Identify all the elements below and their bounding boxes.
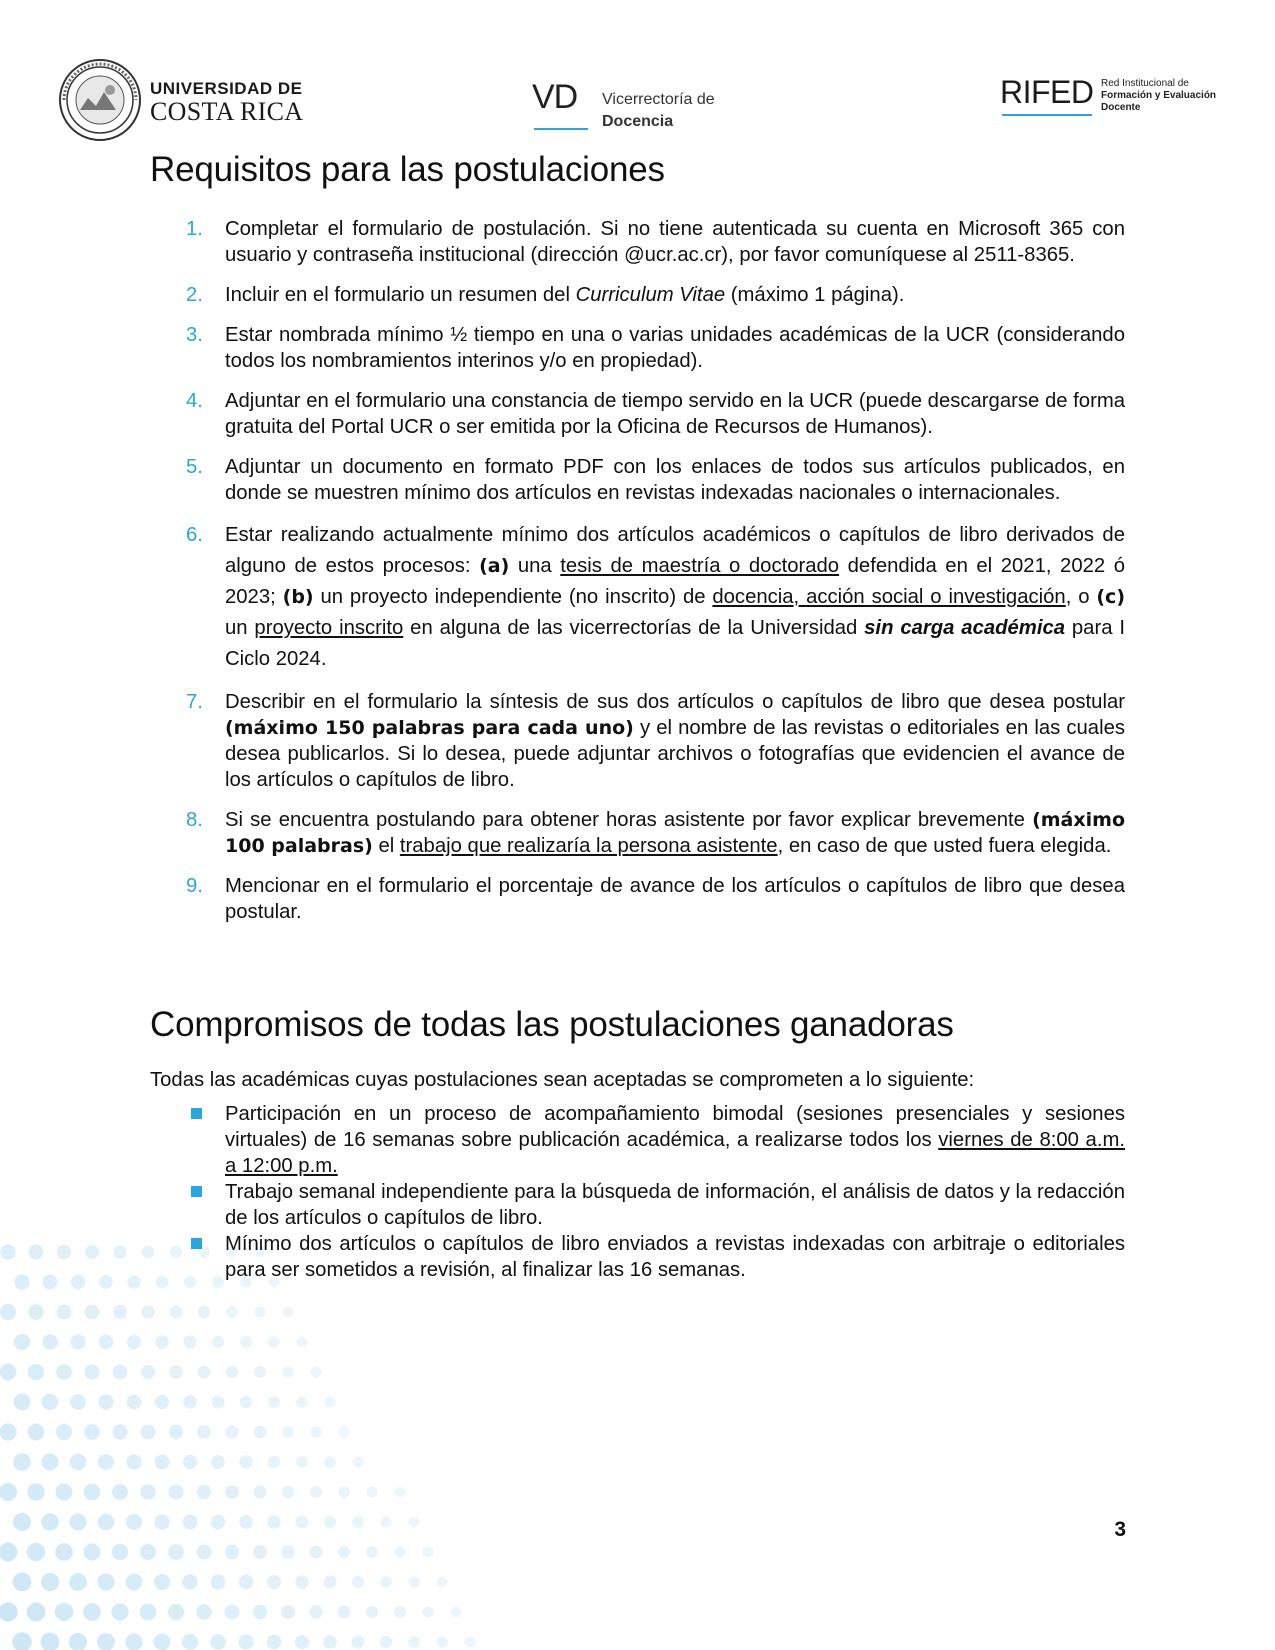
rifed-line2: Formación y Evaluación <box>1101 90 1217 101</box>
decorative-dot <box>437 1577 448 1588</box>
decorative-dot <box>127 1275 140 1288</box>
decorative-dot <box>14 1334 30 1350</box>
decorative-dot <box>338 1546 350 1558</box>
item-bold: (máximo 100 palabras) <box>225 809 1125 857</box>
decorative-dot <box>196 1604 212 1620</box>
commitments-intro: Todas las académicas cuyas postulaciones sean aceptadas se comprometen a lo siguiente: <box>150 1069 975 1091</box>
decorative-dot <box>97 1633 115 1650</box>
list-item <box>150 1231 1125 1283</box>
item-emphasis: sin carga académica <box>864 617 1066 639</box>
decorative-dot <box>141 1425 156 1440</box>
decorative-dot <box>84 1484 100 1500</box>
decorative-dot <box>211 1455 225 1469</box>
decorative-dot <box>42 1334 58 1350</box>
item-text: Trabajo semanal independiente para la búsqueda de información, el análisis de datos y la redacción de los artículos o capítulos de libro. <box>225 1181 1125 1229</box>
decorative-dot <box>281 1545 294 1558</box>
decorative-dot <box>0 1602 18 1621</box>
decorative-dot <box>254 1306 265 1317</box>
decorative-dot <box>210 1574 225 1589</box>
requirements-title: Requisitos para las postulaciones <box>150 150 665 189</box>
item-number: 7. <box>186 691 203 713</box>
document-body <box>150 148 1125 1283</box>
list-item <box>150 520 1125 675</box>
decorative-dot <box>168 1604 184 1620</box>
decorative-dot <box>352 1516 364 1528</box>
decorative-dot <box>98 1454 114 1470</box>
decorative-dot <box>182 1574 198 1590</box>
item-underlined: viernes de 8:00 a.m. a 12:00 p.m. <box>225 1129 1126 1177</box>
decorative-dot <box>296 1516 309 1529</box>
decorative-dot <box>113 1305 127 1319</box>
decorative-dot <box>41 1633 60 1650</box>
item-label-c: (c) <box>1096 586 1126 608</box>
decorative-dot <box>70 1334 85 1349</box>
decorative-dot <box>297 1337 308 1348</box>
vd-underline <box>534 128 588 130</box>
decorative-dot <box>282 1486 295 1499</box>
decorative-dot <box>154 1634 171 1650</box>
ucr-name-line2: COSTA RICA <box>150 97 304 126</box>
ucr-logo <box>58 58 308 144</box>
rifed-mark: RIFED <box>1000 74 1094 110</box>
item-text: Estar realizando actualmente mínimo dos artículos académicos o capítulos de libro derivados de alguno de estos procesos: <box>225 524 1125 577</box>
decorative-dot <box>436 1636 447 1647</box>
item-text: un <box>225 617 255 639</box>
decorative-dot <box>0 1244 15 1259</box>
decorative-dot <box>127 1395 142 1410</box>
decorative-dot <box>55 1603 73 1621</box>
item-text: Mínimo dos artículos o capítulos de libro enviados a revistas indexadas con arbitraje o editoriales para ser sometidos a revisión, al finalizar las 16 semanas. <box>225 1233 1125 1281</box>
decorative-dot <box>225 1545 239 1559</box>
decorative-dot <box>99 1335 114 1350</box>
decorative-dot <box>309 1605 323 1619</box>
decorative-dot <box>254 1366 266 1378</box>
item-emphasis: Curriculum Vitae <box>575 284 726 306</box>
decorative-dot <box>154 1514 169 1529</box>
decorative-dot <box>268 1456 281 1469</box>
decorative-dot <box>465 1637 476 1648</box>
decorative-dot <box>69 1633 87 1650</box>
decorative-dot <box>154 1574 170 1590</box>
decorative-dot <box>310 1546 323 1559</box>
decorative-dot <box>380 1576 392 1588</box>
decorative-dot <box>212 1336 224 1348</box>
decorative-dot <box>140 1544 156 1560</box>
decorative-dot <box>127 1335 141 1349</box>
decorative-dot <box>380 1636 392 1648</box>
decorative-dot <box>338 1606 351 1619</box>
decorative-dot <box>395 1487 406 1498</box>
decorative-dot <box>70 1454 86 1470</box>
decorative-dot <box>451 1607 462 1618</box>
decorative-dot <box>253 1605 268 1620</box>
item-text: (máximo 1 página). <box>725 284 905 306</box>
page-number: 3 <box>1114 1518 1126 1541</box>
item-text: y el nombre de las revistas o editoriales en las cuales desea publicarlos. Si lo desea, puede adjuntar archivos o fotografías que evidencien el avance de los artículos o capítulos de libro. <box>225 717 1126 791</box>
decorative-dot <box>380 1516 391 1527</box>
decorative-dot <box>56 1424 72 1440</box>
decorative-dot <box>85 1245 99 1259</box>
decorative-dot <box>211 1515 225 1529</box>
commitments-list <box>150 1101 1125 1283</box>
decorative-dot <box>339 1427 350 1438</box>
decorative-dot <box>394 1606 406 1618</box>
item-text: defendida en el 2021, 2022 ó 2023; <box>225 555 1126 608</box>
square-bullet-icon <box>191 1238 202 1249</box>
decorative-dot <box>12 1632 31 1650</box>
vd-line1: Vicerrectoría de <box>602 91 715 108</box>
decorative-dot <box>70 1394 86 1410</box>
square-bullet-icon <box>191 1186 202 1197</box>
item-number: 2. <box>186 284 203 306</box>
decorative-dot <box>352 1456 363 1467</box>
decorative-dot <box>98 1394 113 1409</box>
decorative-dot <box>155 1455 170 1470</box>
decorative-dot <box>338 1486 350 1498</box>
item-text: Adjuntar en el formulario una constancia de tiempo servido en la UCR (puede descargarse de forma gratuita del Portal UCR o ser emitida por la Oficina de Recursos de Humanos). <box>225 390 1125 438</box>
decorative-dot <box>43 1275 58 1290</box>
decorative-dot <box>409 1517 420 1528</box>
ucr-name-line1: UNIVERSIDAD DE <box>150 79 303 98</box>
decorative-dot <box>125 1633 142 1650</box>
decorative-dot <box>254 1426 267 1439</box>
university-seal-icon <box>58 58 142 142</box>
item-text: el <box>372 835 400 857</box>
decorative-dot <box>55 1483 72 1500</box>
decorative-dot <box>56 1304 71 1319</box>
decorative-dot <box>27 1543 45 1561</box>
item-text: para I Ciclo 2024. <box>225 617 1125 670</box>
decorative-dot <box>267 1575 281 1589</box>
decorative-dot <box>98 1514 115 1531</box>
decorative-dot <box>113 1245 126 1258</box>
decorative-dot <box>99 1275 113 1289</box>
decorative-dot <box>226 1306 238 1318</box>
decorative-dot <box>83 1543 100 1560</box>
decorative-dot <box>268 1396 280 1408</box>
decorative-dot <box>84 1364 99 1379</box>
decorative-dot <box>28 1304 44 1320</box>
decorative-dot <box>184 1336 197 1349</box>
decorative-dot <box>197 1425 211 1439</box>
decorative-dot <box>111 1603 128 1620</box>
item-underlined: tesis de maestría o doctorado <box>560 555 840 577</box>
decorative-dot <box>198 1306 210 1318</box>
list-item <box>150 282 1125 308</box>
decorative-dot <box>324 1516 336 1528</box>
decorative-dot <box>352 1576 364 1588</box>
decorative-dot <box>351 1635 364 1648</box>
decorative-dot <box>423 1547 434 1558</box>
decorative-dot <box>141 1305 154 1318</box>
decorative-dot <box>41 1513 59 1531</box>
vd-line2: Docencia <box>602 113 674 130</box>
decorative-dot <box>113 1365 128 1380</box>
decorative-dot <box>42 1394 58 1410</box>
decorative-dot <box>324 1456 336 1468</box>
list-item <box>150 322 1125 374</box>
decorative-dot <box>140 1604 157 1621</box>
decorative-dot <box>140 1484 155 1499</box>
decorative-dot <box>323 1635 337 1649</box>
decorative-dot <box>239 1455 252 1468</box>
item-label-a: (a) <box>479 555 510 577</box>
item-underlined: proyecto inscrito <box>254 617 404 639</box>
decorative-dot <box>225 1485 239 1499</box>
decorative-dot <box>226 1366 238 1378</box>
decorative-dot <box>84 1424 100 1440</box>
decorative-dot <box>55 1543 73 1561</box>
list-item <box>150 689 1125 793</box>
decorative-dot <box>0 1364 16 1381</box>
decorative-dot <box>366 1486 377 1497</box>
decorative-dot <box>225 1425 238 1438</box>
decorative-dot-pattern <box>0 1240 560 1650</box>
decorative-dot <box>295 1575 308 1588</box>
rifed-underline <box>1002 114 1092 116</box>
decorative-dot <box>310 1426 322 1438</box>
decorative-dot <box>238 1634 253 1649</box>
list-item <box>150 216 1125 268</box>
square-bullet-icon <box>191 1108 202 1119</box>
decorative-dot <box>296 1456 308 1468</box>
decorative-dot <box>169 1485 184 1500</box>
list-item <box>150 454 1125 506</box>
decorative-dot <box>29 1245 44 1260</box>
decorative-dot <box>42 1454 59 1471</box>
decorative-dot <box>197 1485 211 1499</box>
item-number: 5. <box>186 456 203 478</box>
decorative-dot <box>366 1606 378 1618</box>
decorative-dot <box>126 1454 141 1469</box>
item-bold: (máximo 150 palabras para cada uno) <box>225 717 634 739</box>
decorative-dot <box>281 1605 295 1619</box>
decorative-dot <box>239 1515 253 1529</box>
decorative-dot <box>14 1274 29 1289</box>
decorative-dot <box>198 1366 211 1379</box>
decorative-dot <box>295 1635 309 1649</box>
item-text: una <box>509 555 561 577</box>
decorative-dot <box>282 1426 294 1438</box>
vd-logo <box>532 80 752 136</box>
item-underlined: trabajo que realizaría la persona asistente <box>399 835 778 857</box>
decorative-dot <box>422 1606 433 1617</box>
decorative-dot <box>253 1485 266 1498</box>
item-number: 9. <box>186 875 203 897</box>
decorative-dot <box>183 1395 197 1409</box>
item-number: 4. <box>186 390 203 412</box>
vd-mark: VD <box>532 78 578 116</box>
item-text: Describir en el formulario la síntesis de sus dos artículos o capítulos de libro que desea postular <box>225 691 1125 713</box>
decorative-dot <box>169 1425 183 1439</box>
decorative-dot <box>71 1275 85 1289</box>
item-text: Mencionar en el formulario el porcentaje de avance de los artículos o capítulos de libro que desea postular. <box>225 875 1125 923</box>
decorative-dot <box>210 1634 226 1650</box>
item-text: Adjuntar un documento en formato PDF con los enlaces de todos sus artículos publicados, en donde se muestren mínimo dos artículos en revistas indexadas nacionales o internacionales. <box>225 456 1125 504</box>
decorative-dot <box>283 1307 294 1318</box>
item-number: 3. <box>186 324 203 346</box>
item-text: un proyecto independiente (no inscrito) de <box>313 586 713 608</box>
decorative-dot <box>253 1545 267 1559</box>
decorative-dot <box>13 1453 30 1470</box>
decorative-dot <box>239 1575 254 1590</box>
item-text: , en caso de que usted fuera elegida. <box>777 835 1112 857</box>
list-item <box>150 1101 1125 1179</box>
decorative-dot <box>240 1336 252 1348</box>
decorative-dot <box>112 1544 129 1561</box>
decorative-dot <box>366 1546 378 1558</box>
decorative-dot <box>141 1365 155 1379</box>
decorative-dot <box>268 1336 279 1347</box>
decorative-dot <box>324 1576 337 1589</box>
decorative-dot <box>126 1514 142 1530</box>
decorative-dot <box>183 1455 197 1469</box>
decorative-dot <box>282 1366 293 1377</box>
list-item <box>150 1179 1125 1231</box>
decorative-dot <box>27 1483 45 1501</box>
commitments-title: Compromisos de todas las postulaciones ganadoras <box>150 1005 954 1044</box>
decorative-dot <box>182 1634 198 1650</box>
item-text: Completar el formulario de postulación. Si no tiene autenticada su cuenta en Microsoft 365 con usuario y contraseña institucional (dirección @ucr.ac.cr), por favor comuníquese al 2511-8365. <box>225 218 1125 266</box>
page-header <box>0 0 1275 150</box>
decorative-dot <box>168 1544 184 1560</box>
decorative-dot <box>240 1396 253 1409</box>
item-number: 1. <box>186 218 203 240</box>
item-text: Si se encuentra postulando para obtener horas asistente por favor explicar brevemente <box>225 809 1033 831</box>
decorative-dot <box>310 1486 322 1498</box>
decorative-dot <box>211 1395 224 1408</box>
decorative-dot <box>112 1424 127 1439</box>
decorative-dot <box>183 1515 198 1530</box>
decorative-dot <box>224 1604 239 1619</box>
item-underlined: docencia, acción social o investigación <box>712 586 1066 608</box>
decorative-dot <box>126 1574 143 1591</box>
decorative-dot <box>155 1335 168 1348</box>
list-item <box>150 807 1125 859</box>
decorative-dot <box>112 1484 128 1500</box>
decorative-dot <box>13 1573 32 1592</box>
item-label-b: (b) <box>282 586 314 608</box>
decorative-dot <box>69 1513 86 1530</box>
decorative-dot <box>97 1573 114 1590</box>
decorative-dot <box>0 1483 17 1501</box>
rifed-logo <box>1000 76 1230 121</box>
decorative-dot <box>13 1513 31 1531</box>
decorative-dot <box>267 1515 280 1528</box>
decorative-dot <box>325 1397 336 1408</box>
decorative-dot <box>170 1306 183 1319</box>
decorative-dot <box>169 1365 183 1379</box>
decorative-dot <box>311 1367 322 1378</box>
decorative-dot <box>28 1364 44 1380</box>
list-item <box>150 388 1125 440</box>
rifed-line3: Docente <box>1101 102 1141 113</box>
decorative-dot <box>28 1424 45 1441</box>
decorative-dot <box>0 1304 16 1320</box>
decorative-dot <box>27 1603 46 1622</box>
item-text: , o <box>1065 586 1097 608</box>
decorative-dot <box>0 1543 17 1562</box>
decorative-dot <box>394 1546 405 1557</box>
item-text: en alguna de las vicerrectorías de la Universidad <box>403 617 865 639</box>
decorative-dot <box>197 1545 212 1560</box>
decorative-dot <box>41 1573 59 1591</box>
item-text: Participación en un proceso de acompañamiento bimodal (sesiones presenciales y sesiones virtuales) de 16 semanas sobre publicación académica, a realizarse todos los <box>225 1103 1125 1151</box>
decorative-dot <box>83 1603 101 1621</box>
decorative-dot <box>56 1364 72 1380</box>
list-item <box>150 873 1125 925</box>
decorative-dot <box>408 1576 419 1587</box>
decorative-dot <box>0 1423 17 1440</box>
item-text: Incluir en el formulario un resumen del <box>225 284 576 306</box>
decorative-dot <box>155 1395 169 1409</box>
rifed-line1: Red Institucional de <box>1101 78 1189 89</box>
decorative-dot <box>14 1394 31 1411</box>
decorative-dot <box>57 1245 71 1259</box>
item-number: 6. <box>186 524 203 546</box>
requirements-list <box>150 216 1125 925</box>
decorative-dot <box>408 1636 420 1648</box>
decorative-dot <box>267 1635 282 1650</box>
decorative-dot <box>69 1573 87 1591</box>
decorative-dot <box>296 1396 307 1407</box>
decorative-dot <box>85 1305 99 1319</box>
item-number: 8. <box>186 809 203 831</box>
item-text: Estar nombrada mínimo ½ tiempo en una o varias unidades académicas de la UCR (considerando todos los nombramientos interinos y/o en propiedad). <box>225 324 1125 372</box>
